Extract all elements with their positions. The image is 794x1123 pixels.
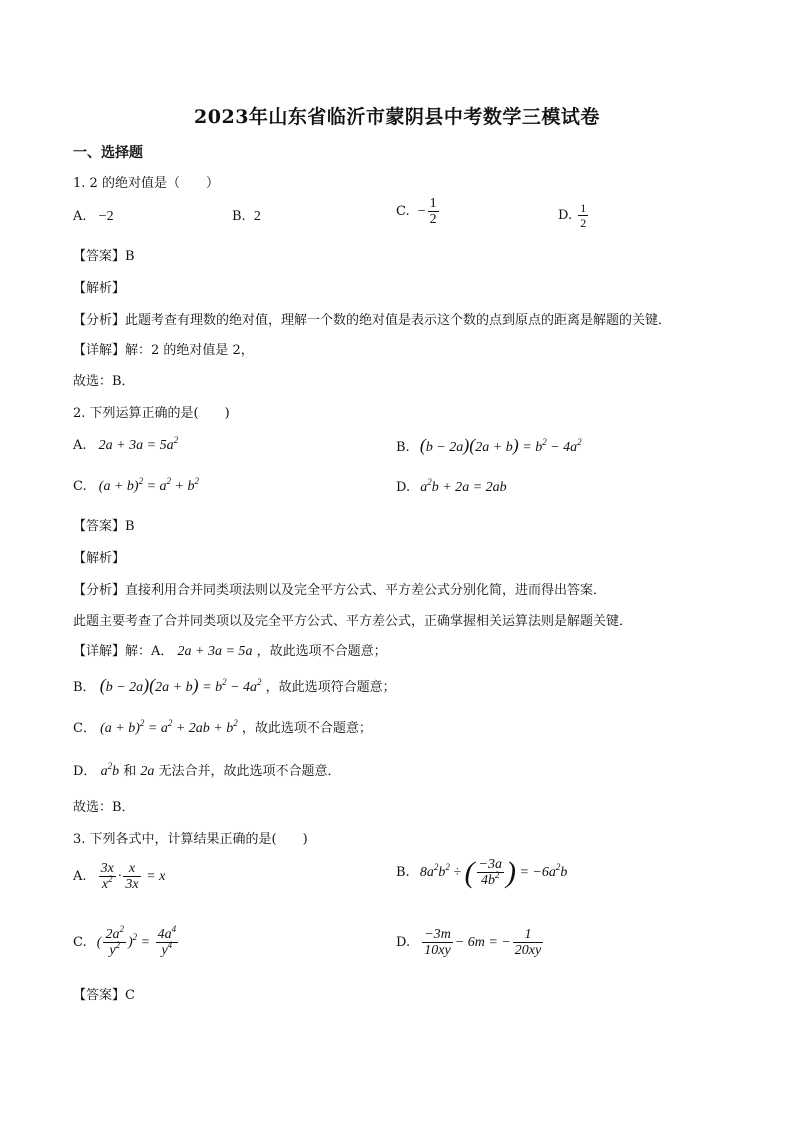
q3-stem: 3. 下列各式中，计算结果正确的是( ): [73, 832, 308, 847]
q3-option-c: C. ( $\frac{2a^2}{y^2}$ )$^2$ = $\frac{4a^4}{y^4}$: [73, 924, 177, 958]
q1-detail: 【详解】解：2 的绝对值是 2，: [73, 343, 254, 358]
q3-option-a: A. $\frac{3x}{x^2}$ · $\frac{x}{3x}$ = x: [73, 861, 166, 892]
q2-detail-d: D． $a^2b$ 和 2a 无法合并，故此选项不合题意．: [73, 761, 341, 779]
q1-choice: 故选：B．: [73, 374, 135, 389]
q3-option-b: B. $8a^2b^2$ ÷ ( $\frac{-3a}{4b^2}$ ) = $-6a^2b$: [396, 856, 568, 889]
q1-analysis: 【分析】此题考查有理数的绝对值，理解一个数的绝对值是表示这个数的点到原点的距离是解题的关键．: [73, 313, 672, 328]
q2-detail-b: B． $(b - 2a)(2a + b) = b^2 - 4a^2$ ，故此选项符合题意；: [73, 675, 396, 695]
q2-analysis: 【分析】直接利用合并同类项法则以及完全平方公式、平方差公式分别化简，进而得出答案．: [73, 583, 607, 598]
q2-choice: 故选：B．: [73, 800, 135, 815]
q1-answer: 【答案】B: [73, 249, 135, 264]
q2-option-c: C. $(a + b)^2 = a^2 + b^2$: [73, 476, 199, 494]
q1-analysis-label: 【解析】: [73, 281, 126, 296]
q2-detail-c: C． $(a + b)^2 = a^2 + 2ab + b^2$ ，故此选项不合题意；: [73, 718, 372, 736]
q3-answer: 【答案】C: [73, 988, 135, 1003]
q2-answer: 【答案】B: [73, 519, 135, 534]
q1-option-c: C. − $\frac{1}{2}$: [396, 196, 437, 227]
q1-option-b: B. 2: [232, 209, 261, 224]
q2-note: 此题主要考查了合并同类项以及完全平方公式、平方差公式，正确掌握相关运算法则是解题关键．: [73, 614, 633, 629]
section-heading: 一、选择题: [73, 145, 143, 161]
q2-option-b: B. $(b - 2a)(2a + b) = b^2 - 4a^2$: [396, 435, 582, 455]
q1-option-a: A. −2: [73, 209, 114, 224]
q2-analysis-label: 【解析】: [73, 551, 126, 566]
q2-option-d: D. $a^2b + 2a = 2ab$: [396, 477, 507, 495]
q1-option-d: D. $\frac{1}{2}$: [558, 201, 587, 230]
q2-stem: 2. 下列运算正确的是( ): [73, 406, 230, 421]
document-title: 2023年山东省临沂市蒙阴县中考数学三模试卷: [194, 106, 600, 128]
q2-option-a: A. $2a + 3a = 5a^2$: [73, 435, 179, 453]
q2-detail-a: 【详解】解：A． 2a + 3a = 5a ，故此选项不合题意；: [73, 644, 387, 659]
q1-stem: 1. 2 的绝对值是（ ）: [73, 176, 219, 191]
q3-option-d: D. $\frac{-3m}{10xy}$ − 6m = − $\frac{1}{20xy}$: [396, 927, 542, 958]
